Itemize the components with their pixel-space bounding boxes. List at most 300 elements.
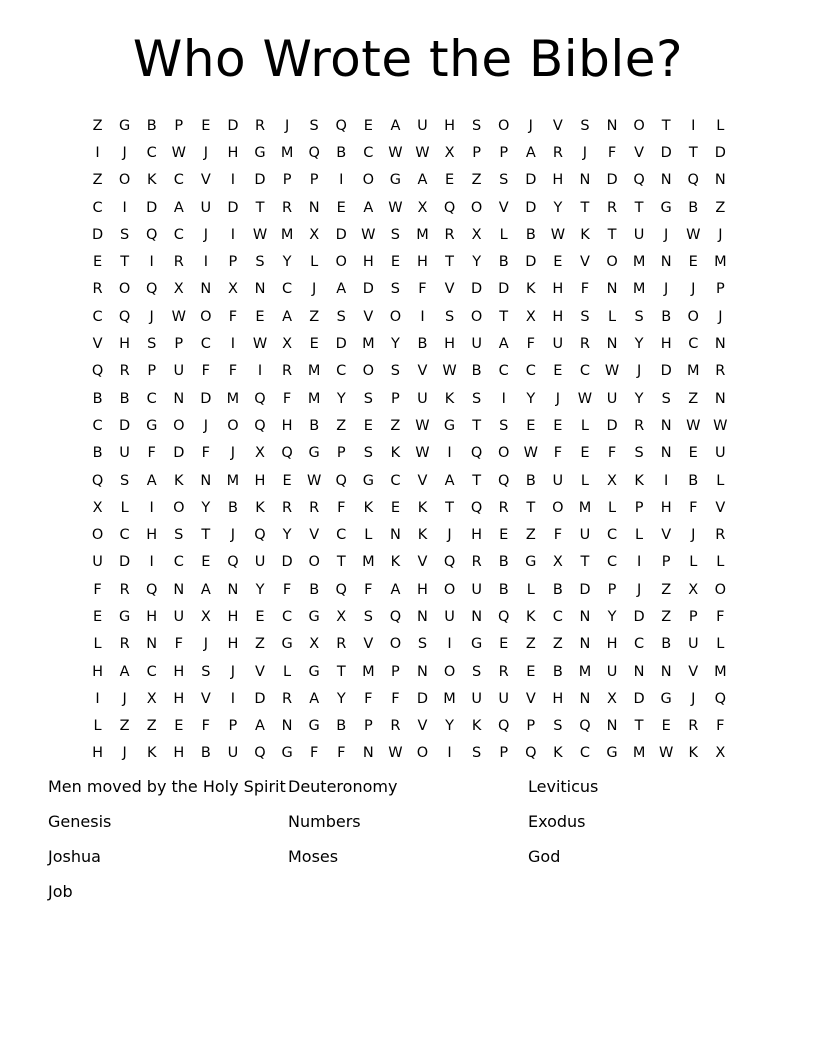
grid-letter: F bbox=[364, 581, 373, 598]
grid-letter: J bbox=[447, 527, 452, 544]
grid-letter: W bbox=[415, 417, 430, 434]
grid-letter: A bbox=[390, 117, 401, 134]
grid-letter: E bbox=[201, 117, 211, 134]
grid-letter: V bbox=[363, 636, 374, 653]
grid-letter: F bbox=[716, 608, 725, 625]
grid-letter: J bbox=[718, 226, 723, 243]
grid-letter: M bbox=[362, 554, 375, 571]
grid-letter: U bbox=[173, 363, 185, 380]
grid-letter: T bbox=[120, 254, 130, 271]
grid-letter: H bbox=[362, 254, 374, 271]
grid-letter: R bbox=[92, 281, 103, 298]
grid-letter: X bbox=[200, 608, 211, 625]
grid-letter: N bbox=[606, 117, 618, 134]
grid-letter: N bbox=[254, 281, 266, 298]
grid-letter: N bbox=[471, 608, 483, 625]
grid-letter: P bbox=[147, 363, 157, 380]
grid-letter: E bbox=[580, 445, 590, 462]
grid-letter: U bbox=[417, 390, 428, 407]
grid-letter: B bbox=[227, 499, 238, 516]
grid-letter: Q bbox=[687, 172, 699, 189]
grid-letter: C bbox=[606, 527, 618, 544]
grid-letter: S bbox=[120, 226, 130, 243]
grid-letter: A bbox=[200, 581, 211, 598]
grid-letter: Z bbox=[92, 172, 103, 189]
grid-letter: F bbox=[201, 445, 211, 462]
grid-letter: F bbox=[580, 281, 590, 298]
grid-letter: C bbox=[579, 363, 590, 380]
grid-letter: E bbox=[444, 172, 455, 189]
grid-letter: Y bbox=[526, 390, 536, 407]
grid-letter: H bbox=[173, 663, 185, 680]
grid-letter: O bbox=[687, 308, 699, 325]
grid-letter: H bbox=[281, 417, 293, 434]
grid-letter: M bbox=[714, 254, 727, 271]
grid-letter: E bbox=[201, 554, 211, 571]
grid-letter: H bbox=[92, 663, 103, 680]
grid-letter: U bbox=[227, 745, 239, 762]
grid-letter: C bbox=[92, 417, 103, 434]
grid-letter: H bbox=[660, 336, 672, 353]
grid-letter: I bbox=[447, 445, 452, 462]
grid-letter: I bbox=[447, 636, 452, 653]
grid-letter: D bbox=[281, 554, 293, 571]
grid-letter: B bbox=[92, 445, 103, 462]
grid-letter: R bbox=[634, 417, 645, 434]
grid-letter: G bbox=[308, 445, 320, 462]
grid-letter: O bbox=[470, 199, 483, 216]
grid-letter: G bbox=[281, 745, 293, 762]
grid-letter: R bbox=[688, 718, 699, 735]
grid-letter: N bbox=[660, 254, 672, 271]
grid-letter: L bbox=[120, 499, 129, 516]
grid-letter: H bbox=[444, 117, 455, 134]
grid-letter: P bbox=[228, 254, 238, 271]
grid-letter: O bbox=[714, 581, 727, 598]
grid-letter: N bbox=[200, 281, 212, 298]
grid-letter: G bbox=[281, 636, 293, 653]
grid-letter: F bbox=[607, 445, 617, 462]
grid-letter: N bbox=[146, 636, 158, 653]
grid-letter: P bbox=[526, 718, 536, 735]
grid-letter: N bbox=[579, 172, 591, 189]
grid-letter: Z bbox=[309, 308, 320, 325]
grid-letter: W bbox=[171, 144, 186, 161]
grid-letter: E bbox=[661, 718, 671, 735]
grid-letter: S bbox=[580, 117, 590, 134]
grid-letter: U bbox=[715, 445, 726, 462]
grid-letter: Q bbox=[389, 608, 402, 625]
grid-letter: L bbox=[499, 226, 508, 243]
grid-row bbox=[84, 358, 734, 385]
grid-letter: J bbox=[203, 417, 208, 434]
grid-letter: C bbox=[282, 608, 293, 625]
grid-letter: T bbox=[472, 417, 482, 434]
grid-letter: X bbox=[227, 281, 238, 298]
grid-letter: G bbox=[308, 718, 320, 735]
grid-letter: Q bbox=[579, 718, 591, 735]
grid-letter: E bbox=[282, 472, 292, 489]
grid-letter: M bbox=[578, 663, 592, 680]
grid-letter: Z bbox=[146, 718, 157, 735]
grid-letter: K bbox=[146, 745, 157, 762]
grid-letter: T bbox=[580, 199, 590, 216]
grid-letter: X bbox=[173, 281, 184, 298]
puzzle-title: Who Wrote the Bible? bbox=[132, 30, 684, 88]
grid-letter: D bbox=[254, 172, 266, 189]
grid-letter: M bbox=[280, 226, 294, 243]
grid-letter: Q bbox=[254, 745, 266, 762]
grid-letter: U bbox=[606, 390, 618, 407]
grid-letter: U bbox=[552, 472, 564, 489]
grid-letter: I bbox=[95, 144, 100, 161]
grid-letter: Q bbox=[145, 226, 158, 243]
grid-letter: A bbox=[255, 718, 265, 735]
grid-letter: V bbox=[688, 663, 699, 680]
grid-letter: K bbox=[444, 390, 455, 407]
grid-letter: G bbox=[471, 636, 483, 653]
grid-letter: Z bbox=[661, 608, 672, 625]
grid-letter: Q bbox=[145, 581, 158, 598]
grid-letter: R bbox=[119, 636, 130, 653]
grid-letter: Q bbox=[145, 281, 158, 298]
grid-letter: L bbox=[283, 663, 292, 680]
grid-letter: D bbox=[335, 226, 347, 243]
grid-letter: Z bbox=[688, 390, 699, 407]
grid-letter: M bbox=[632, 745, 646, 762]
grid-letter: V bbox=[417, 554, 428, 571]
grid-letter: D bbox=[525, 254, 537, 271]
grid-letter: P bbox=[391, 663, 400, 680]
grid-letter: B bbox=[661, 308, 672, 325]
grid-letter: F bbox=[174, 636, 183, 653]
grid-letter: Z bbox=[471, 172, 482, 189]
grid-letter: C bbox=[146, 390, 157, 407]
grid-letter: W bbox=[361, 226, 376, 243]
grid-letter: E bbox=[309, 336, 319, 353]
grid-letter: F bbox=[418, 281, 427, 298]
grid-letter: I bbox=[420, 308, 425, 325]
grid-letter: S bbox=[472, 745, 482, 762]
grid-letter: Z bbox=[525, 636, 536, 653]
grid-letter: Q bbox=[443, 199, 456, 216]
grid-letter: I bbox=[691, 117, 696, 134]
grid-letter: C bbox=[200, 336, 211, 353]
grid-letter: S bbox=[553, 718, 563, 735]
grid-letter: U bbox=[444, 608, 455, 625]
grid-letter: I bbox=[636, 554, 642, 571]
grid-letter: N bbox=[579, 690, 591, 707]
grid-letter: A bbox=[309, 690, 320, 707]
grid-row bbox=[84, 631, 734, 658]
grid-letter: P bbox=[336, 445, 346, 462]
grid-letter: D bbox=[416, 690, 429, 707]
grid-letter: P bbox=[715, 281, 725, 298]
grid-letter: I bbox=[230, 226, 236, 243]
grid-letter: G bbox=[443, 417, 456, 434]
grid-letter: F bbox=[553, 527, 563, 544]
grid-letter: E bbox=[553, 363, 563, 380]
grid-letter: V bbox=[200, 172, 211, 189]
grid-letter: O bbox=[173, 499, 185, 516]
grid-letter: S bbox=[147, 336, 157, 353]
grid-letter: T bbox=[634, 718, 644, 735]
grid-letter: U bbox=[119, 445, 130, 462]
grid-letter: N bbox=[173, 390, 185, 407]
grid-letter: T bbox=[255, 199, 265, 216]
grid-letter: E bbox=[688, 445, 698, 462]
grid-letter: X bbox=[282, 336, 293, 353]
grid-letter: A bbox=[525, 144, 536, 161]
grid-letter: N bbox=[308, 199, 320, 216]
grid-letter: G bbox=[389, 172, 402, 189]
grid-letter: W bbox=[686, 417, 701, 434]
grid-letter: J bbox=[636, 363, 642, 380]
grid-letter: S bbox=[472, 663, 482, 680]
grid-letter: C bbox=[525, 363, 536, 380]
grid-letter: J bbox=[122, 144, 127, 161]
grid-letter: V bbox=[661, 527, 672, 544]
grid-letter: Q bbox=[335, 581, 347, 598]
grid-letter: S bbox=[255, 254, 265, 271]
grid-letter: H bbox=[417, 581, 428, 598]
grid-letter: T bbox=[336, 663, 346, 680]
grid-letter: D bbox=[227, 199, 239, 216]
grid-letter: P bbox=[363, 718, 373, 735]
grid-letter: N bbox=[660, 172, 672, 189]
grid-letter: E bbox=[499, 527, 509, 544]
grid-letter: D bbox=[606, 172, 618, 189]
grid-letter: F bbox=[228, 308, 238, 325]
grid-letter: L bbox=[310, 254, 319, 271]
grid-letter: H bbox=[552, 172, 564, 189]
grid-letter: S bbox=[417, 636, 428, 653]
grid-letter: W bbox=[306, 472, 322, 489]
grid-letter: F bbox=[337, 499, 346, 516]
grid-letter: S bbox=[472, 117, 482, 134]
grid-letter: Y bbox=[607, 608, 617, 625]
grid-letter: Y bbox=[282, 254, 292, 271]
grid-letter: P bbox=[174, 117, 184, 134]
grid-letter: A bbox=[173, 199, 184, 216]
grid-letter: U bbox=[471, 336, 482, 353]
grid-letter: R bbox=[119, 581, 130, 598]
grid-letter: L bbox=[364, 527, 373, 544]
grid-letter: O bbox=[389, 636, 402, 653]
grid-letter: L bbox=[716, 117, 725, 134]
grid-letter: W bbox=[252, 336, 268, 353]
grid-letter: O bbox=[606, 254, 618, 271]
grid-letter: R bbox=[552, 144, 563, 161]
grid-letter: L bbox=[526, 581, 535, 598]
grid-letter: D bbox=[254, 690, 266, 707]
grid-letter: N bbox=[362, 745, 374, 762]
grid-letter: W bbox=[604, 363, 620, 380]
grid-letter: W bbox=[388, 144, 403, 161]
grid-letter: E bbox=[526, 663, 536, 680]
grid-letter: D bbox=[91, 226, 104, 243]
grid-letter: W bbox=[659, 745, 674, 762]
grid-row bbox=[84, 112, 734, 139]
grid-letter: C bbox=[363, 144, 374, 161]
grid-letter: S bbox=[499, 417, 509, 434]
grid-letter: H bbox=[227, 144, 239, 161]
grid-letter: C bbox=[173, 172, 184, 189]
grid-letter: O bbox=[118, 172, 131, 189]
grid-letter: C bbox=[336, 363, 347, 380]
word-bank-item: Leviticus bbox=[528, 777, 599, 796]
grid-letter: O bbox=[91, 527, 104, 544]
grid-letter: B bbox=[309, 417, 320, 434]
grid-letter: W bbox=[388, 745, 403, 762]
grid-letter: T bbox=[336, 554, 346, 571]
grid-letter: P bbox=[309, 172, 319, 189]
grid-row bbox=[84, 139, 734, 166]
grid-letter: Q bbox=[335, 472, 347, 489]
grid-letter: F bbox=[282, 581, 292, 598]
grid-letter: Z bbox=[715, 199, 726, 216]
grid-letter: T bbox=[445, 499, 454, 516]
grid-letter: F bbox=[201, 718, 211, 735]
grid-letter: F bbox=[282, 390, 292, 407]
grid-letter: E bbox=[499, 636, 509, 653]
grid-letter: Z bbox=[390, 417, 401, 434]
grid-letter: X bbox=[336, 608, 347, 625]
grid-letter: P bbox=[391, 390, 400, 407]
grid-letter: O bbox=[308, 554, 320, 571]
grid-letter: R bbox=[173, 254, 184, 271]
grid-letter: S bbox=[309, 117, 319, 134]
grid-letter: A bbox=[146, 472, 157, 489]
grid-letter: E bbox=[553, 417, 563, 434]
grid-letter: V bbox=[255, 663, 265, 680]
grid-letter: L bbox=[716, 636, 725, 653]
grid-letter: B bbox=[688, 199, 699, 216]
grid-letter: S bbox=[201, 663, 211, 680]
grid-letter: Q bbox=[633, 172, 645, 189]
grid-letter: P bbox=[472, 144, 481, 161]
grid-letter: I bbox=[149, 499, 154, 516]
grid-letter: M bbox=[714, 663, 727, 680]
grid-letter: S bbox=[634, 445, 644, 462]
word-bank-item: Joshua bbox=[48, 847, 101, 866]
grid-letter: O bbox=[335, 254, 347, 271]
grid-letter: T bbox=[526, 499, 536, 516]
grid-row bbox=[84, 330, 734, 357]
grid-letter: Z bbox=[92, 117, 103, 134]
grid-letter: J bbox=[664, 226, 669, 243]
grid-letter: F bbox=[337, 745, 346, 762]
grid-letter: V bbox=[525, 690, 536, 707]
grid-letter: E bbox=[174, 718, 184, 735]
grid-letter: B bbox=[525, 472, 536, 489]
grid-row bbox=[84, 167, 734, 194]
grid-letter: D bbox=[200, 390, 212, 407]
grid-letter: Y bbox=[282, 527, 292, 544]
grid-letter: F bbox=[93, 581, 102, 598]
grid-letter: N bbox=[281, 718, 293, 735]
grid-letter: F bbox=[147, 445, 156, 462]
grid-letter: Z bbox=[661, 581, 672, 598]
grid-letter: D bbox=[579, 581, 591, 598]
grid-letter: W bbox=[550, 226, 566, 243]
grid-letter: J bbox=[636, 581, 642, 598]
grid-letter: C bbox=[173, 226, 184, 243]
grid-letter: O bbox=[498, 445, 510, 462]
grid-letter: B bbox=[498, 581, 509, 598]
grid-letter: P bbox=[282, 172, 292, 189]
grid-letter: K bbox=[471, 718, 482, 735]
grid-letter: V bbox=[498, 199, 509, 216]
grid-letter: X bbox=[444, 144, 455, 161]
grid-row bbox=[84, 385, 734, 412]
grid-letter: J bbox=[691, 690, 696, 707]
grid-letter: M bbox=[687, 363, 700, 380]
grid-letter: N bbox=[579, 636, 591, 653]
grid-letter: H bbox=[92, 745, 103, 762]
grid-letter: D bbox=[119, 417, 131, 434]
grid-letter: V bbox=[417, 472, 428, 489]
grid-letter: A bbox=[417, 172, 428, 189]
grid-letter: J bbox=[718, 308, 723, 325]
grid-letter: X bbox=[607, 690, 617, 707]
grid-letter: V bbox=[417, 363, 428, 380]
grid-letter: B bbox=[471, 363, 482, 380]
grid-letter: M bbox=[226, 472, 240, 489]
grid-letter: Y bbox=[336, 390, 346, 407]
grid-letter: S bbox=[363, 390, 373, 407]
grid-letter: S bbox=[120, 472, 130, 489]
grid-letter: P bbox=[607, 581, 617, 598]
grid-letter: J bbox=[203, 636, 208, 653]
word-bank-item: Exodus bbox=[528, 812, 586, 831]
grid-letter: S bbox=[499, 172, 509, 189]
grid-letter: C bbox=[634, 636, 645, 653]
grid-letter: K bbox=[146, 172, 157, 189]
letter-grid bbox=[84, 112, 734, 767]
grid-letter: H bbox=[227, 608, 239, 625]
grid-letter: A bbox=[498, 336, 509, 353]
grid-letter: F bbox=[228, 363, 238, 380]
grid-letter: J bbox=[312, 281, 317, 298]
grid-letter: V bbox=[363, 308, 374, 325]
grid-letter: A bbox=[390, 581, 401, 598]
grid-letter: Q bbox=[254, 390, 266, 407]
grid-letter: S bbox=[634, 308, 644, 325]
grid-letter: Z bbox=[336, 417, 347, 434]
grid-letter: R bbox=[282, 363, 293, 380]
grid-letter: B bbox=[200, 745, 211, 762]
grid-letter: E bbox=[363, 117, 373, 134]
grid-letter: G bbox=[525, 554, 537, 571]
grid-row bbox=[84, 467, 734, 494]
grid-letter: H bbox=[146, 527, 158, 544]
grid-letter: G bbox=[362, 472, 374, 489]
grid-letter: U bbox=[687, 636, 699, 653]
grid-letter: H bbox=[471, 527, 483, 544]
grid-letter: X bbox=[525, 308, 536, 325]
grid-letter: N bbox=[714, 390, 726, 407]
grid-letter: U bbox=[471, 581, 482, 598]
grid-letter: S bbox=[336, 308, 346, 325]
grid-letter: Q bbox=[443, 554, 456, 571]
grid-letter: R bbox=[606, 199, 618, 216]
grid-letter: J bbox=[230, 527, 236, 544]
grid-letter: R bbox=[390, 718, 401, 735]
grid-letter: K bbox=[174, 472, 184, 489]
grid-letter: O bbox=[362, 363, 375, 380]
grid-letter: U bbox=[173, 608, 185, 625]
